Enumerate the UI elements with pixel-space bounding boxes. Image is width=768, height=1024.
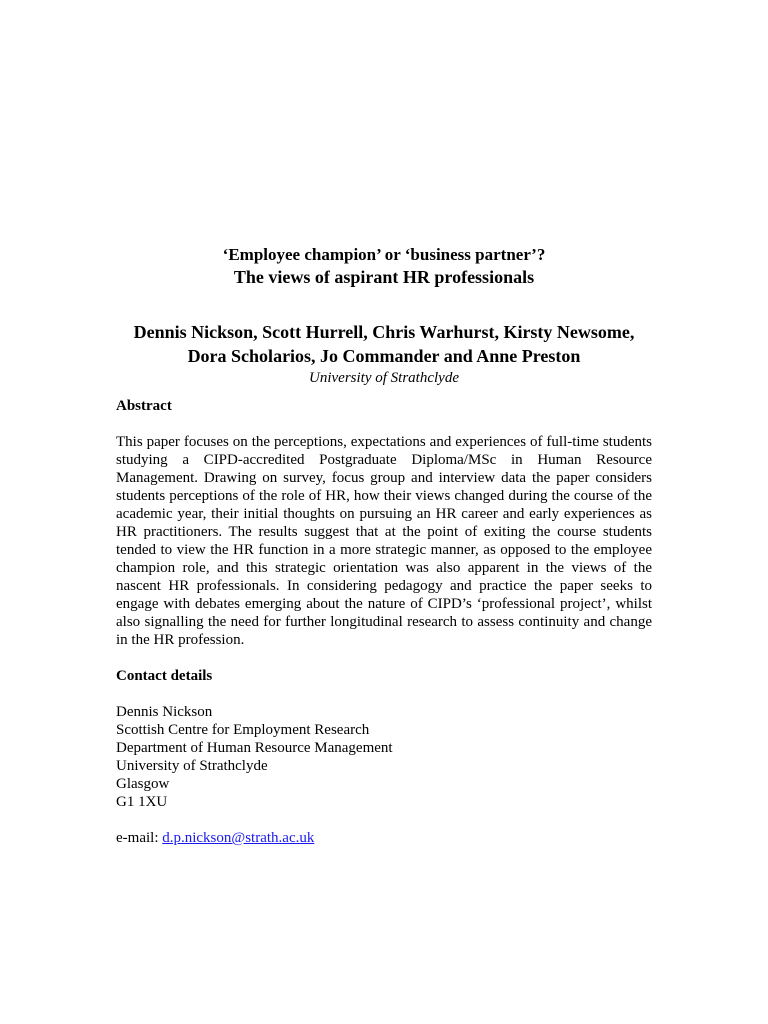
contact-postcode: G1 1XU xyxy=(116,794,168,810)
email-row xyxy=(116,829,652,847)
authors-block xyxy=(0,320,768,388)
contact-department: Department of Human Resource Management xyxy=(116,740,393,756)
paper-title-line-2: The views of aspirant HR professionals xyxy=(233,267,535,287)
affiliation: University of Strathclyde xyxy=(309,370,459,386)
title-block xyxy=(0,244,768,288)
contact-address xyxy=(116,703,652,811)
authors-line-2: Dora Scholarios, Jo Commander and Anne Preston xyxy=(187,346,581,366)
contact-heading: Contact details xyxy=(116,668,213,684)
abstract-text: This paper focuses on the perceptions, expectations and experiences of full-time students studying a CIPD-accredited Postgraduate Diploma/MSc in Human Resource Management. Drawing on survey, focus group and interview data the paper considers students perceptions of the role of HR, how their views changed during the course of the academic year, their initial thoughts on pursuing an HR career and early experiences as HR practitioners. The results suggest that at the point of exiting the course students tended to view the HR function in a more strategic manner, as opposed to the employee champion role, and this strategic orientation was also apparent in the views of the nascent HR professionals. In considering pedagogy and practice the paper seeks to engage with debates emerging about the nature of CIPD’s ‘professional project’, whilst also signalling the need for further longitudinal research to assess continuity and change in the HR profession. xyxy=(116,434,652,648)
email-link[interactable]: d.p.nickson@strath.ac.uk xyxy=(162,830,315,846)
content-body xyxy=(116,397,652,847)
contact-centre: Scottish Centre for Employment Research xyxy=(116,722,370,738)
contact-city: Glasgow xyxy=(116,776,170,792)
contact-university: University of Strathclyde xyxy=(116,758,268,774)
paper-title-line-1: ‘Employee champion’ or ‘business partner’? xyxy=(222,245,546,264)
email-label: e-mail: xyxy=(116,830,163,846)
contact-name: Dennis Nickson xyxy=(116,704,213,720)
abstract-heading: Abstract xyxy=(116,398,172,414)
authors-line-1: Dennis Nickson, Scott Hurrell, Chris Warhurst, Kirsty Newsome, xyxy=(133,322,635,342)
